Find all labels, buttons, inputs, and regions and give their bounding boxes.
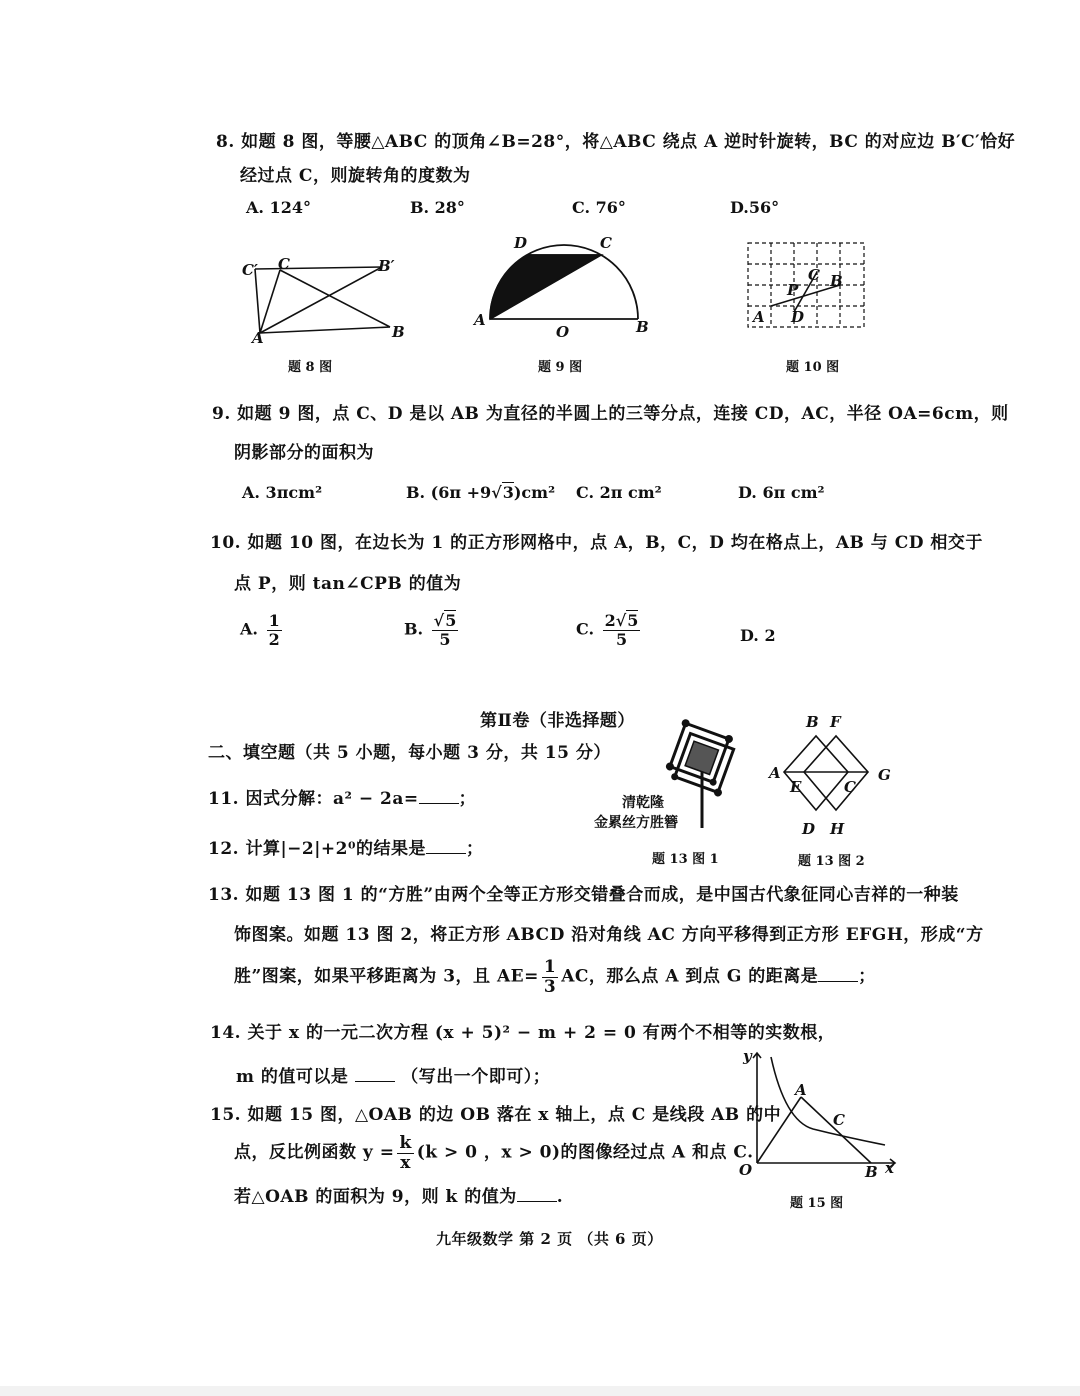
page-bottom-shade [0, 1386, 1080, 1396]
fig10-caption: 题 10 图 [786, 360, 840, 375]
fig10-label-c: C [808, 266, 820, 284]
fig13-2-label-h: H [830, 820, 845, 838]
fig8-label-b: B [392, 323, 405, 341]
fig15-label-a: A [795, 1081, 807, 1099]
part2-title: 第Ⅱ卷（非选择题） [480, 711, 635, 731]
q10-line2: 点 P，则 tan∠CPB 的值为 [234, 574, 462, 594]
fig13-1-text-line2: 金累丝方胜簪 [594, 815, 678, 831]
page-footer: 九年级数学 第 2 页 （共 6 页） [436, 1230, 663, 1248]
fig8-label-b-prime: B′ [378, 257, 395, 275]
fig13-2-label-g: G [878, 766, 891, 784]
q9-option-b: B. (6π +9√3)cm² [406, 483, 556, 502]
fig9-label-a: A [474, 311, 486, 329]
fig13-2-label-c: C [844, 778, 856, 796]
q9-line1: 9. 如题 9 图，点 C、D 是以 AB 为直径的半圆上的三等分点，连接 CD，AC，半径 OA=6cm，则 [212, 404, 1009, 424]
fig9-label-b: B [636, 318, 649, 336]
section-fill-in: 二、填空题（共 5 小题，每小题 3 分，共 15 分） [208, 743, 611, 763]
q13-line1: 13. 如题 13 图 1 的“方胜”由两个全等正方形交错叠合而成，是中国古代象征同心吉祥的一种装 [208, 885, 959, 905]
fig13-2-label-b: B [806, 713, 819, 731]
q9-option-a: A. 3πcm² [242, 483, 323, 502]
fig10-label-a: A [753, 308, 765, 326]
fig9-label-o: O [556, 323, 570, 341]
q11: 11. 因式分解：a² − 2a= ； [208, 789, 477, 809]
q10-option-a: A. $\frac{1}{2}$ [240, 611, 280, 649]
q14-line1: 14. 关于 x 的一元二次方程 (x + 5)² − m + 2 = 0 有两个不相等的实数根， [210, 1023, 836, 1043]
q8-option-b: B. 28° [410, 198, 465, 217]
fig10-label-d: D [791, 308, 805, 326]
fig10-label-p: P [787, 281, 799, 299]
q10-option-d: D. 2 [740, 626, 776, 645]
q15-line3: 若△OAB 的面积为 9，则 k 的值为 . [234, 1187, 564, 1207]
fig13-2-label-f: F [830, 713, 841, 731]
fig9-caption: 题 9 图 [538, 360, 583, 375]
fig13-1-caption: 题 13 图 1 [652, 852, 719, 867]
q8-line2: 经过点 C，则旋转角的度数为 [240, 166, 471, 186]
q8-option-d: D.56° [730, 198, 780, 217]
fig8-label-c-prime: C′ [242, 261, 258, 279]
q10-option-c: C. $\frac{2√5}{5}$ [576, 611, 639, 649]
fig15-label-c: C [833, 1111, 845, 1129]
figure-8 [240, 255, 420, 345]
fig8-label-a: A [252, 329, 264, 347]
fig9-label-d: D [514, 234, 528, 252]
fig9-label-c: C [600, 234, 612, 252]
fig13-2-label-e: E [790, 778, 802, 796]
q14-line2: m 的值可以是 （写出一个即可）； [236, 1067, 551, 1087]
fig13-2-label-a: A [769, 764, 781, 782]
figure-13-2 [770, 708, 900, 838]
q13-line3: 胜”图案，如果平移距离为 3，且 AE= $\frac{1}{3}$ AC，那么点 A 到点 G 的距离是 ； [234, 957, 876, 997]
fig15-label-b: B [865, 1163, 878, 1181]
fig13-1-text-line1: 清乾隆 [622, 795, 664, 811]
fig15-label-y: y [743, 1047, 752, 1065]
q10-option-b: B. $\frac{√5}{5}$ [404, 611, 457, 649]
fig15-label-x: x [885, 1159, 894, 1177]
q9-line2: 阴影部分的面积为 [234, 443, 374, 463]
figure-15 [735, 1045, 905, 1180]
fig8-caption: 题 8 图 [288, 360, 333, 375]
q9-option-c: C. 2π cm² [576, 483, 662, 502]
figure-10 [745, 240, 870, 332]
q8-line1: 8. 如题 8 图，等腰△ABC 的顶角∠B=28°，将△ABC 绕点 A 逆时针旋转，BC 的对应边 B′C′恰好 [216, 132, 1016, 152]
q9-option-d: D. 6π cm² [738, 483, 825, 502]
fig8-label-c: C [278, 255, 290, 273]
fig15-caption: 题 15 图 [790, 1196, 844, 1211]
q15-line2: 点，反比例函数 y = $\frac{k}{x}$ (k > 0 ，x > 0)的图像经过点 A 和点 C. [234, 1133, 754, 1173]
q10-line1: 10. 如题 10 图，在边长为 1 的正方形网格中，点 A，B，C，D 均在格点上，AB 与 CD 相交于 [210, 533, 983, 553]
fig13-2-label-d: D [802, 820, 816, 838]
q13-line2: 饰图案。如题 13 图 2，将正方形 ABCD 沿对角线 AC 方向平移得到正方形 EFGH，形成“方 [234, 925, 984, 945]
fig10-label-b: B [830, 272, 843, 290]
q12: 12. 计算|−2|+2⁰的结果是 ； [208, 839, 484, 859]
q8-option-c: C. 76° [572, 198, 626, 217]
fig15-label-o: O [739, 1161, 753, 1179]
q15-line1: 15. 如题 15 图，△OAB 的边 OB 落在 x 轴上，点 C 是线段 AB 的中 [210, 1105, 782, 1125]
fig13-2-caption: 题 13 图 2 [798, 854, 865, 869]
q8-option-a: A. 124° [246, 198, 311, 217]
figure-9 [470, 235, 660, 345]
